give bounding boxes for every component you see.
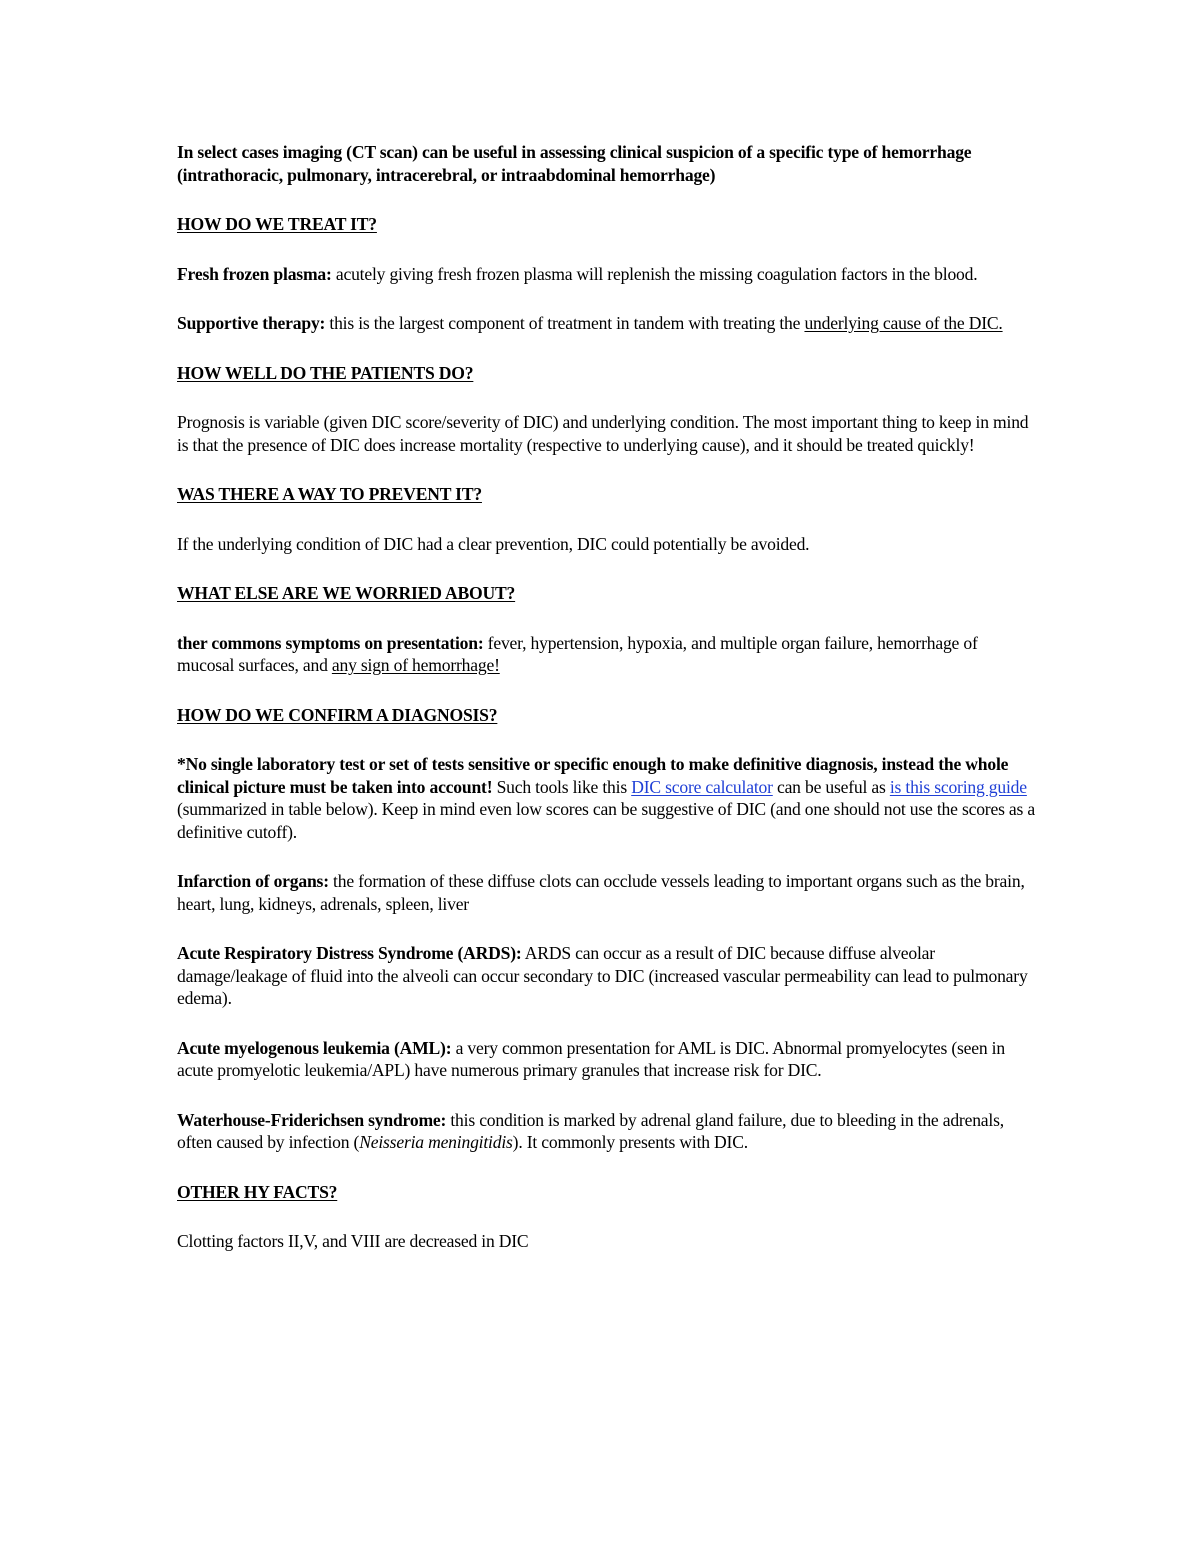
aml-label: Acute myelogenous leukemia (AML): xyxy=(177,1037,452,1058)
hy-facts-paragraph: Clotting factors II,V, and VIII are decreased in DIC xyxy=(177,1231,529,1251)
prognosis-paragraph: Prognosis is variable (given DIC score/severity of DIC) and underlying condition. The most important thing to keep in mind is that the presence of DIC does increase mortality (respective to underlying cause), and it should be treated quickly! xyxy=(177,412,1029,455)
heading-diagnosis: HOW DO WE CONFIRM A DIAGNOSIS? xyxy=(177,704,498,725)
intro-paragraph: In select cases imaging (CT scan) can be useful in assessing clinical suspicion of a specific type of hemorrhage (intrathoracic, pulmonary, intracerebral, or intraabdominal hemorrhage) xyxy=(177,142,972,185)
heading-treat: HOW DO WE TREAT IT? xyxy=(177,214,377,234)
diagnosis-text-3: (summarized in table below). Keep in mind even low scores can be suggestive of DIC (and one should not use the scores as a definitive cutoff). xyxy=(177,799,1035,842)
waterhouse-italic: Neisseria meningitidis xyxy=(359,1132,513,1152)
heading-prevent: WAS THERE A WAY TO PREVENT IT? xyxy=(177,484,482,504)
supportive-label: Supportive therapy: xyxy=(177,313,326,333)
diagnosis-paragraph xyxy=(177,753,1037,843)
infarction-paragraph xyxy=(177,870,1037,915)
ffp-paragraph xyxy=(177,263,1037,286)
dic-score-calculator-link[interactable]: DIC score calculator xyxy=(631,776,773,797)
aml-paragraph xyxy=(177,1037,1037,1082)
infarction-label: Infarction of organs: xyxy=(177,871,329,891)
worried-paragraph xyxy=(177,632,1037,677)
worried-label: ther commons symptoms on presentation: xyxy=(177,632,484,653)
aml-text: a very common presentation for AML is DIC. Abnormal promyelocytes (seen in acute promyelotic leukemia/APL) have numerous primary granules that increase risk for DIC. xyxy=(177,1037,1005,1080)
diagnosis-bold-text: *No single laboratory test or set of tests sensitive or specific enough to make definitive diagnosis, instead the whole clinical picture must be taken into account! xyxy=(177,754,1009,797)
document-page xyxy=(177,141,1037,1280)
ffp-label: Fresh frozen plasma: xyxy=(177,263,332,284)
waterhouse-text-2: ). It commonly presents with DIC. xyxy=(512,1132,748,1152)
waterhouse-text-1: this condition is marked by adrenal gland failure, due to bleeding in the adrenals, often caused by infection ( xyxy=(177,1109,1004,1152)
waterhouse-label: Waterhouse-Friderichsen syndrome: xyxy=(177,1109,447,1130)
worried-text: fever, hypertension, hypoxia, and multiple organ failure, hemorrhage of mucosal surfaces, and xyxy=(177,632,978,675)
ards-text: ARDS can occur as a result of DIC because diffuse alveolar damage/leakage of fluid into the alveoli can occur secondary to DIC (increased vascular permeability can lead to pulmonary edema). xyxy=(177,943,1028,1008)
supportive-text: this is the largest component of treatment in tandem with treating the xyxy=(325,313,805,333)
supportive-underlined: underlying cause of the DIC. xyxy=(804,313,1003,333)
ffp-text: acutely giving fresh frozen plasma will replenish the missing coagulation factors in the blood. xyxy=(331,263,978,284)
heading-prognosis: HOW WELL DO THE PATIENTS DO? xyxy=(177,362,474,383)
diagnosis-text-2: can be useful as xyxy=(772,776,890,797)
diagnosis-text-1: Such tools like this xyxy=(492,776,632,797)
heading-hy-facts: OTHER HY FACTS? xyxy=(177,1181,338,1202)
waterhouse-paragraph xyxy=(177,1109,1037,1154)
infarction-text: the formation of these diffuse clots can occlude vessels leading to important organs such as the brain, heart, lung, kidneys, adrenals, spleen, liver xyxy=(177,871,1025,914)
ards-paragraph xyxy=(177,942,1037,1010)
supportive-paragraph xyxy=(177,312,1037,335)
ards-label: Acute Respiratory Distress Syndrome (ARDS): xyxy=(177,943,522,963)
worried-underlined: any sign of hemorrhage! xyxy=(331,655,500,675)
scoring-guide-link[interactable]: is this scoring guide xyxy=(889,776,1027,797)
prevent-paragraph: If the underlying condition of DIC had a clear prevention, DIC could potentially be avoided. xyxy=(177,533,810,554)
heading-worried: WHAT ELSE ARE WE WORRIED ABOUT? xyxy=(177,583,516,603)
